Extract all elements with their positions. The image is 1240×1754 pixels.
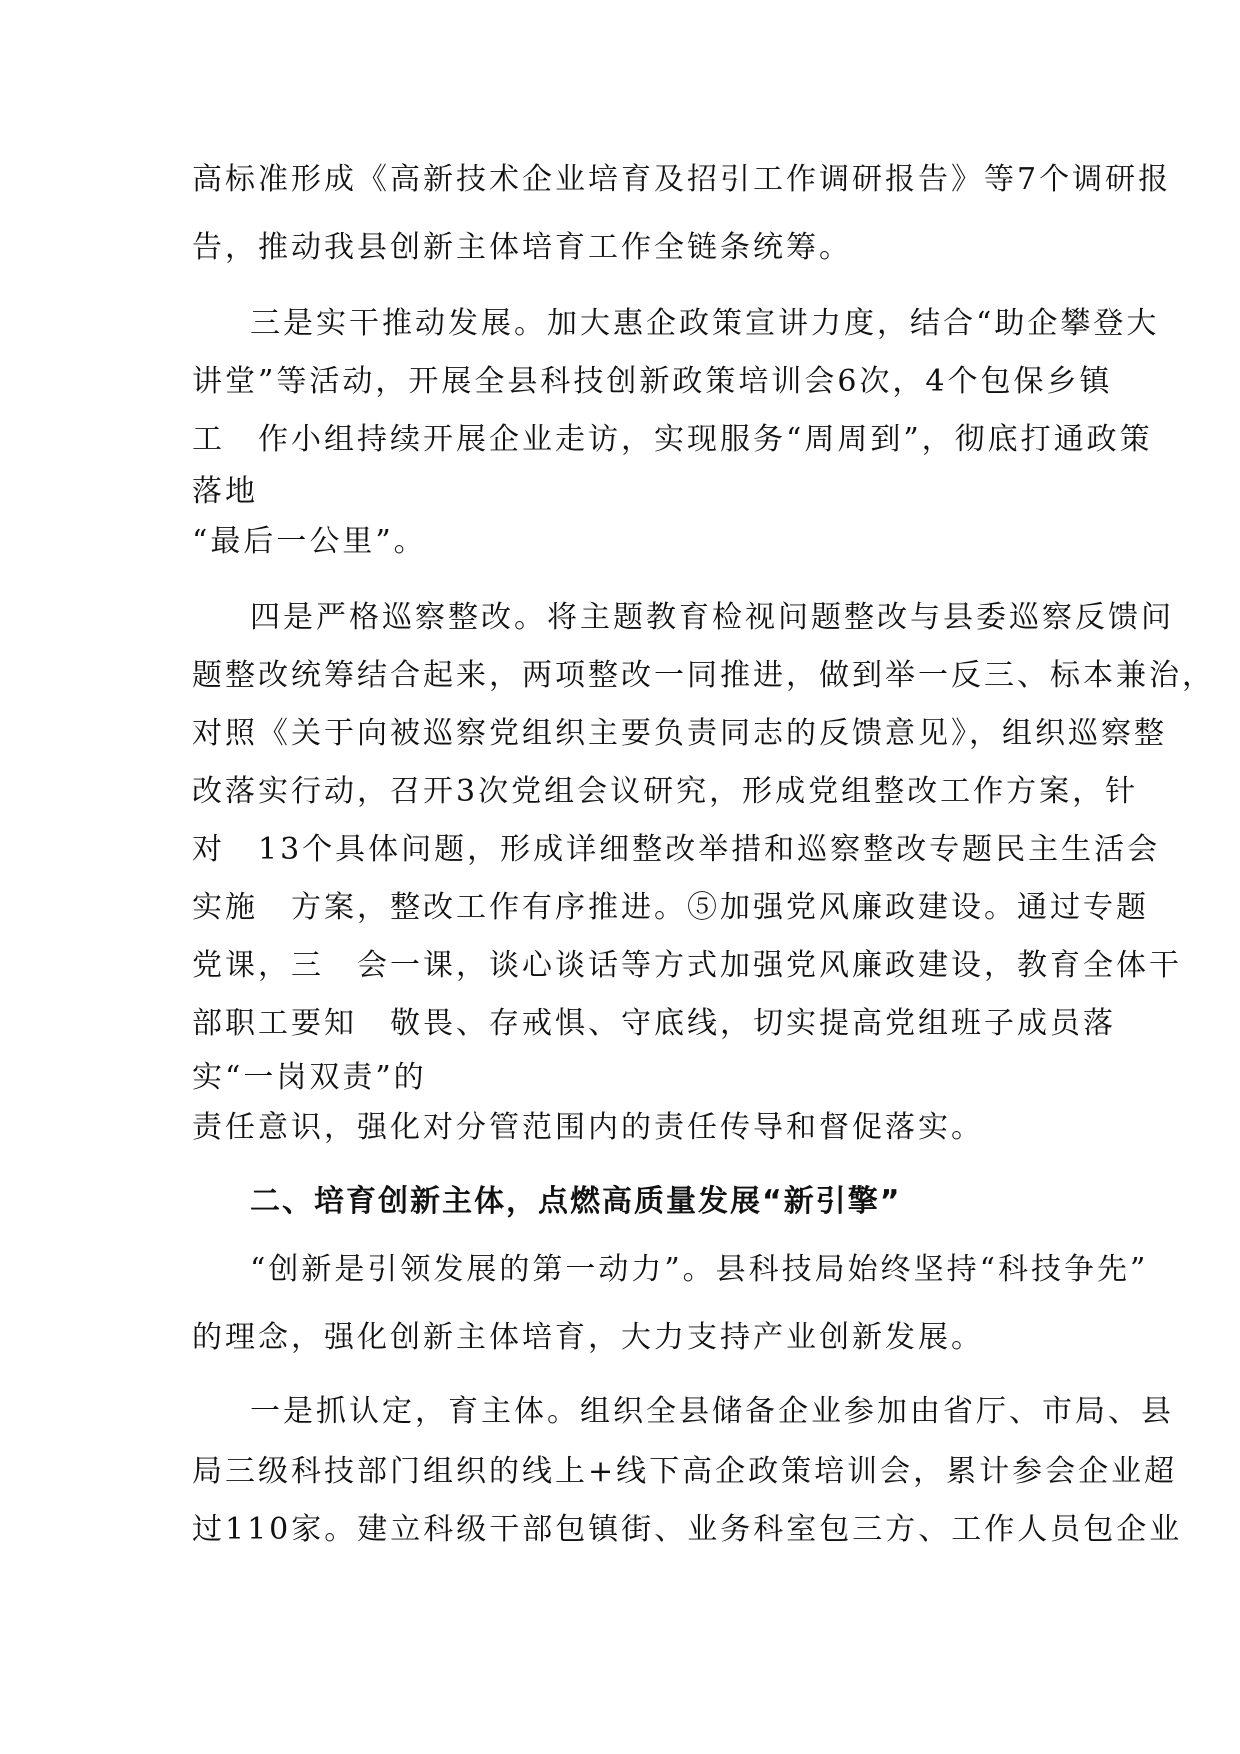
text-line: 党课，三 会一课，谈心谈话等方式加强党风廉政建设，教育全体干 xyxy=(192,948,1182,983)
text-line: 对 13个具体问题，形成详细整改举措和巡察整改专题民主生活会 xyxy=(192,832,1161,867)
text-line: 对照《关于向被巡察党组织主要负责同志的反馈意见》，组织巡察整 xyxy=(192,716,1167,751)
text-line: 落地 xyxy=(192,474,258,509)
text-line: 讲堂”等活动，开展全县科技创新政策培训会6次，4个包保乡镇 xyxy=(192,364,1113,399)
text-line: 四是严格巡察整改。将主题教育检视问题整改与县委巡察反馈问 xyxy=(250,600,1174,635)
text-line: 一是抓认定，育主体。组织全县储备企业参加由省厅、市局、县 xyxy=(250,1394,1174,1429)
text-line: 实施 方案，整改工作有序推进。⑤加强党风廉政建设。通过专题 xyxy=(192,890,1149,925)
text-line: 三是实干推动发展。加大惠企政策宣讲力度，结合“助企攀登大 xyxy=(250,306,1160,341)
text-line: “最后一公里”。 xyxy=(192,524,427,559)
text-line: 改落实行动，召开3次党组会议研究，形成党组整改工作方案，针 xyxy=(192,774,1139,809)
text-line: 工 作小组持续开展企业走访，实现服务“周周到”，彻底打通政策 xyxy=(192,422,1153,457)
text-line: “创新是引领发展的第一动力”。县科技局始终坚持“科技争先” xyxy=(250,1252,1149,1287)
text-line: 高标准形成《高新技术企业培育及招引工作调研报告》等7个调研报 xyxy=(192,162,1172,197)
text-line: 过110家。建立科级干部包镇街、业务科室包三方、工作人员包企业 xyxy=(192,1512,1183,1547)
section-heading: 二、培育创新主体，点燃高质量发展“新引擎” xyxy=(250,1184,902,1219)
text-line: 题整改统筹结合起来，两项整改一同推进，做到举一反三、标本兼治， xyxy=(192,658,1215,693)
text-line: 告，推动我县创新主体培育工作全链条统筹。 xyxy=(192,230,852,265)
text-line: 局三级科技部门组织的线上+线下高企政策培训会，累计参会企业超 xyxy=(192,1454,1178,1489)
text-line: 部职工要知 敬畏、存戒惧、守底线，切实提高党组班子成员落 xyxy=(192,1006,1116,1041)
text-line: 实“一岗双责”的 xyxy=(192,1060,427,1095)
text-line: 责任意识，强化对分管范围内的责任传导和督促落实。 xyxy=(192,1110,984,1145)
text-line: 的理念，强化创新主体培育，大力支持产业创新发展。 xyxy=(192,1320,984,1355)
